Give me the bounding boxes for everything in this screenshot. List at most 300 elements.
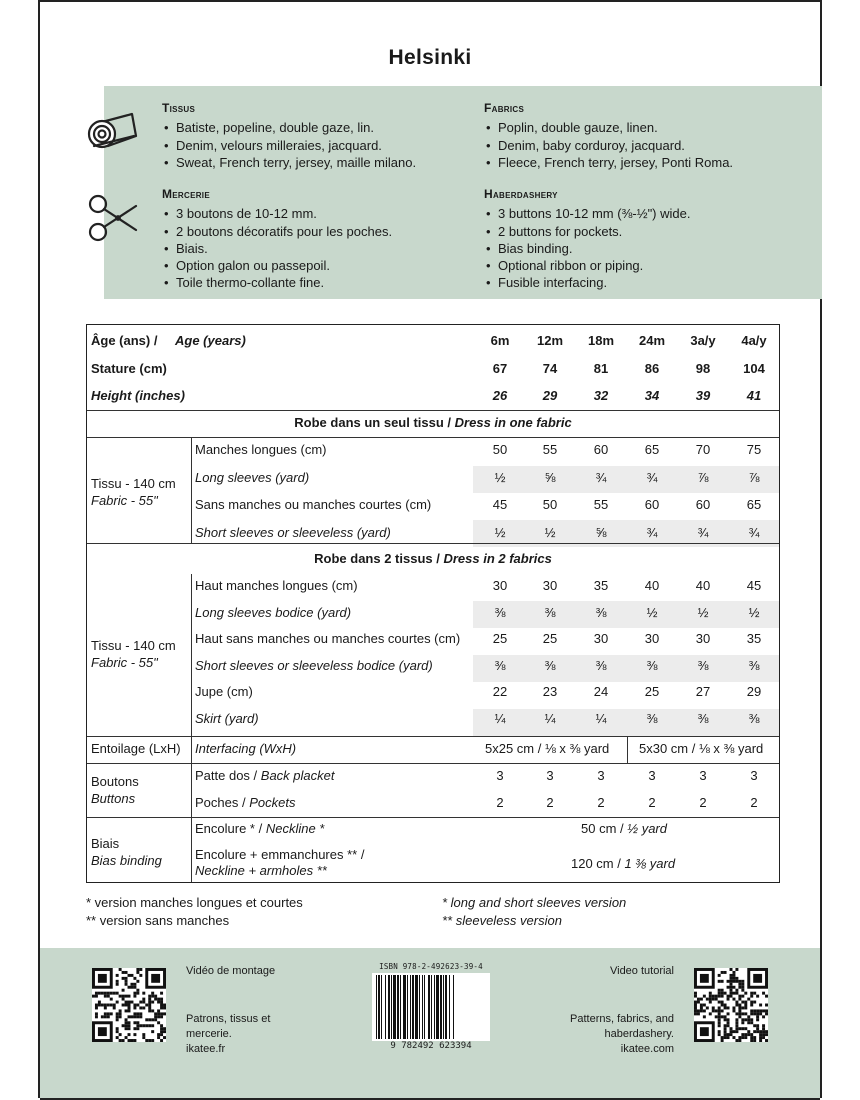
list-item: • 3 boutons de 10-12 mm.: [162, 205, 472, 222]
qr-module: [145, 1018, 148, 1021]
neck-arm-value-a: 120 cm /: [571, 856, 621, 871]
qr-module: [694, 1006, 697, 1009]
qr-module: [163, 1012, 166, 1015]
qr-module: [738, 1036, 741, 1039]
barcode-bar: [403, 975, 406, 1039]
row-value: ⅜: [544, 604, 556, 620]
qr-module: [157, 1021, 160, 1024]
row-value: ⅝: [544, 469, 556, 485]
divider: [191, 736, 192, 763]
qr-module: [738, 1009, 741, 1012]
qr-module: [724, 1024, 727, 1027]
qr-module: [101, 1015, 104, 1018]
qr-module: [738, 1012, 741, 1015]
qr-module: [151, 1024, 154, 1027]
row-label: Jupe (cm): [195, 684, 253, 699]
barcode-bar: [434, 975, 435, 1039]
row-value: ½: [544, 524, 556, 540]
qr-module: [157, 1036, 160, 1039]
qr-module: [738, 1039, 741, 1042]
qr-module: [101, 1004, 104, 1007]
qr-code-en[interactable]: [694, 968, 768, 1042]
height-value: 32: [593, 388, 609, 403]
divider: [627, 736, 628, 763]
qr-module: [139, 1006, 142, 1009]
qr-module: [160, 1039, 163, 1042]
row-value: 45: [746, 578, 762, 593]
list-item: • Bias binding.: [484, 240, 804, 257]
barcode-bar: [440, 975, 442, 1039]
qr-module: [136, 1015, 139, 1018]
qr-module: [756, 1018, 759, 1021]
qr-module: [128, 1039, 131, 1042]
qr-module: [750, 1033, 753, 1036]
qr-module: [116, 974, 119, 977]
qr-module: [741, 983, 744, 986]
qr-module: [139, 1012, 142, 1015]
qr-module: [145, 1039, 148, 1042]
qr-module: [145, 1004, 148, 1007]
qr-module: [741, 980, 744, 983]
qr-module: [730, 968, 733, 971]
qr-module: [730, 995, 733, 998]
back-placket-value: 3: [648, 768, 656, 783]
qr-module: [160, 1033, 163, 1036]
interfacing-value-b: 5x30 cm / ⅛ x ⅜ yard: [639, 741, 764, 756]
shop-en: [570, 1012, 674, 1057]
qr-module: [727, 980, 730, 983]
qr-module: [107, 995, 110, 998]
fabric-one-fr: Tissu - 140 cm: [91, 476, 176, 491]
site-fr-link[interactable]: ikatee.fr: [186, 1043, 226, 1055]
qr-module: [727, 995, 730, 998]
qr-module: [133, 1021, 136, 1024]
qr-module: [104, 1006, 107, 1009]
qr-module: [697, 998, 700, 1001]
qr-module: [116, 983, 119, 986]
barcode-bar: [428, 975, 430, 1039]
qr-module: [163, 1030, 166, 1033]
qr-module: [765, 1012, 768, 1015]
qr-module: [128, 1001, 131, 1004]
qr-module: [116, 1012, 119, 1015]
qr-module: [130, 986, 133, 989]
row-value: 50: [492, 442, 508, 457]
age-value: 3a/y: [690, 333, 716, 348]
divider: [191, 437, 192, 543]
qr-module: [697, 1012, 700, 1015]
qr-module: [139, 1015, 142, 1018]
qr-module: [706, 998, 709, 1001]
bias-fr: Biais: [91, 836, 120, 851]
qr-module: [694, 995, 697, 998]
qr-module: [142, 998, 145, 1001]
divider: [191, 817, 192, 882]
qr-module: [759, 1039, 762, 1042]
qr-module: [95, 1015, 98, 1018]
shop-en-line: haberdashery.: [604, 1028, 674, 1040]
qr-module: [727, 1021, 730, 1024]
qr-module: [148, 1009, 151, 1012]
qr-module: [133, 1033, 136, 1036]
qr-module: [762, 992, 765, 995]
list-item: • Denim, velours milleraies, jacquard.: [162, 137, 472, 154]
qr-module: [113, 992, 116, 995]
qr-module: [136, 971, 139, 974]
qr-module: [724, 992, 727, 995]
list-item: • Optional ribbon or piping.: [484, 257, 804, 274]
video-en: Video tutorial: [609, 965, 674, 977]
footnote: ** version sans manches: [86, 912, 230, 928]
height-value: 39: [695, 388, 711, 403]
section-two-heading: [87, 551, 779, 566]
barcode-bar: [449, 975, 450, 1039]
qr-module: [741, 1027, 744, 1030]
row-value: ⅞: [697, 469, 709, 485]
list-item: • Fleece, French terry, jersey, Ponti Roma.: [484, 154, 804, 171]
qr-module: [122, 977, 125, 980]
buttons-label: [91, 773, 139, 807]
bias-label: [91, 835, 162, 869]
qr-module: [116, 1036, 119, 1039]
shop-fr: [186, 1012, 270, 1057]
qr-module: [732, 1006, 735, 1009]
page-title: Helsinki: [388, 46, 472, 69]
fabric-one-en: Fabric - 55": [91, 493, 158, 508]
row-value: 30: [492, 578, 508, 593]
qr-module: [119, 1033, 122, 1036]
qr-module: [741, 995, 744, 998]
qr-module: [756, 1024, 759, 1027]
row-value: ¾: [748, 524, 760, 540]
qr-module: [136, 1027, 139, 1030]
qr-module: [735, 1039, 738, 1042]
row-label: Short sleeves or sleeveless bodice (yard): [195, 657, 433, 673]
qr-module: [727, 1033, 730, 1036]
qr-module: [747, 1021, 750, 1024]
qr-module: [104, 995, 107, 998]
qr-module: [721, 1039, 724, 1042]
row-value: ⅞: [748, 469, 760, 485]
qr-module: [750, 995, 753, 998]
qr-module: [735, 992, 738, 995]
qr-module: [142, 1036, 145, 1039]
qr-module: [759, 1030, 762, 1033]
qr-module: [718, 1001, 721, 1004]
list-item: • Fusible interfacing.: [484, 274, 804, 291]
qr-module: [724, 1033, 727, 1036]
qr-module: [128, 1033, 131, 1036]
qr-module: [753, 1012, 756, 1015]
qr-module: [92, 995, 95, 998]
qr-module: [718, 989, 721, 992]
qr-module: [741, 1018, 744, 1021]
qr-module: [160, 1027, 163, 1030]
qr-module: [104, 1012, 107, 1015]
row-label: Skirt (yard): [195, 710, 259, 726]
qr-module: [735, 1004, 738, 1007]
qr-module: [738, 1004, 741, 1007]
qr-module: [104, 992, 107, 995]
qr-module: [762, 1024, 765, 1027]
qr-module: [759, 1004, 762, 1007]
qr-module: [727, 1036, 730, 1039]
back-placket-value: 3: [496, 768, 504, 783]
stature-value: 67: [492, 361, 508, 376]
site-en-link[interactable]: ikatee.com: [620, 1043, 674, 1055]
qr-module: [95, 995, 98, 998]
fabrics-fr: [162, 100, 472, 171]
qr-module: [727, 986, 730, 989]
qr-module: [116, 1015, 119, 1018]
qr-module: [718, 1015, 721, 1018]
interfacing-fr: Entoilage (LxH): [91, 741, 181, 756]
qr-module: [756, 995, 759, 998]
qr-module: [732, 992, 735, 995]
qr-module: [697, 1001, 700, 1004]
row-value: ⅝: [595, 524, 607, 540]
buttons-en: Buttons: [91, 791, 136, 806]
qr-module: [163, 1006, 166, 1009]
qr-module: [732, 1036, 735, 1039]
qr-module: [730, 977, 733, 980]
pockets-value: 2: [546, 795, 554, 810]
qr-module: [119, 1009, 122, 1012]
qr-module: [741, 1001, 744, 1004]
qr-module: [139, 974, 142, 977]
pattern-sheet: [38, 0, 822, 1098]
qr-module: [116, 992, 119, 995]
qr-module: [139, 1024, 142, 1027]
qr-module: [125, 1018, 128, 1021]
qr-module: [119, 1015, 122, 1018]
qr-module: [732, 986, 735, 989]
qr-module: [727, 998, 730, 1001]
qr-module: [709, 992, 712, 995]
qr-module: [157, 1012, 160, 1015]
row-value: 45: [492, 497, 508, 512]
barcode-bar: [400, 975, 401, 1039]
qr-module: [160, 1001, 163, 1004]
qr-module: [128, 1021, 131, 1024]
qr-module: [142, 1006, 145, 1009]
pockets-value: 2: [750, 795, 758, 810]
neckline-value-a: 50 cm /: [581, 821, 624, 836]
neck-arm-value: [571, 856, 675, 871]
qr-module: [95, 1004, 98, 1007]
qr-module: [721, 995, 724, 998]
qr-module: [732, 1009, 735, 1012]
row-value: ⅜: [697, 657, 709, 673]
qr-module: [104, 1004, 107, 1007]
row-value: ¾: [646, 469, 658, 485]
back-placket-en: Back placket: [260, 768, 335, 783]
pockets-value: 2: [648, 795, 656, 810]
qr-module: [128, 1006, 131, 1009]
height-value: 29: [542, 388, 558, 403]
qr-module: [703, 1004, 706, 1007]
qr-module: [735, 1021, 738, 1024]
qr-module: [744, 1027, 747, 1030]
fabric-two-en: Fabric - 55": [91, 655, 158, 670]
qr-module: [718, 1024, 721, 1027]
qr-module: [697, 1009, 700, 1012]
row-value: ⅜: [595, 657, 607, 673]
qr-module: [738, 986, 741, 989]
qr-module: [703, 1015, 706, 1018]
qr-module: [163, 1027, 166, 1030]
qr-module: [715, 998, 718, 1001]
qr-module: [122, 1024, 125, 1027]
qr-module: [160, 1030, 163, 1033]
qr-module: [125, 1004, 128, 1007]
barcode-bar: [378, 975, 380, 1039]
row-value: ¾: [646, 524, 658, 540]
isbn-text: ISBN 978-2-492623-39-4: [379, 962, 483, 971]
row-label: Sans manches ou manches courtes (cm): [195, 497, 432, 512]
qr-module: [715, 1015, 718, 1018]
interfacing-value-a: 5x25 cm / ⅛ x ⅜ yard: [485, 741, 610, 756]
barcode-bar: [453, 975, 454, 1039]
qr-module: [110, 1012, 113, 1015]
list-item: • 3 buttons 10-12 mm (⅜-½") wide.: [484, 205, 804, 222]
neckline-fr: Encolure * /: [195, 821, 263, 836]
qr-module: [747, 1033, 750, 1036]
qr-module: [125, 983, 128, 986]
qr-module: [122, 1039, 125, 1042]
qr-module: [148, 998, 151, 1001]
row-value: ⅜: [646, 657, 658, 673]
barcode-bar: [391, 975, 392, 1039]
qr-module: [128, 1027, 131, 1030]
qr-module: [750, 1021, 753, 1024]
barcode-bar: [397, 975, 399, 1039]
row-value: ¾: [595, 469, 607, 485]
fabric-one-label: [91, 475, 176, 509]
list-item: • Poplin, double gauze, linen.: [484, 119, 804, 136]
qr-module: [160, 1006, 163, 1009]
fabric-two-label: [91, 637, 176, 671]
qr-module: [694, 1001, 697, 1004]
qr-module: [148, 1039, 151, 1042]
qr-module: [703, 995, 706, 998]
qr-module: [738, 980, 741, 983]
neck-arm-en: Neckline + armholes **: [195, 863, 327, 878]
qr-module: [130, 1001, 133, 1004]
qr-module: [110, 1004, 113, 1007]
back-placket-value: 3: [750, 768, 758, 783]
qr-module: [738, 1027, 741, 1030]
footnotes-fr: [86, 894, 303, 929]
barcode-bar: [422, 975, 423, 1039]
qr-module: [160, 992, 163, 995]
qr-module: [142, 1024, 145, 1027]
qr-module: [160, 1004, 163, 1007]
age-value: 12m: [536, 333, 564, 348]
qr-module: [732, 977, 735, 980]
qr-module: [125, 1024, 128, 1027]
qr-module: [747, 998, 750, 1001]
qr-module: [130, 1015, 133, 1018]
qr-module: [724, 1004, 727, 1007]
qr-module: [759, 1009, 762, 1012]
qr-module: [160, 1012, 163, 1015]
neckline-value: [581, 821, 667, 836]
qr-module: [694, 992, 697, 995]
row-value: 24: [593, 684, 609, 699]
qr-module: [753, 1039, 756, 1042]
row-value: 22: [492, 684, 508, 699]
qr-module: [730, 986, 733, 989]
qr-module: [128, 986, 131, 989]
qr-module: [125, 995, 128, 998]
qr-module: [753, 1030, 756, 1033]
barcode-bar: [376, 975, 377, 1039]
qr-module: [133, 1006, 136, 1009]
qr-module: [157, 1009, 160, 1012]
qr-module: [151, 1001, 154, 1004]
qr-module: [718, 1021, 721, 1024]
row-value: ⅜: [646, 710, 658, 726]
height-value: 34: [644, 388, 660, 403]
qr-module: [721, 992, 724, 995]
shop-en-line: Patterns, fabrics, and: [570, 1013, 674, 1025]
isbn-barcode: [372, 962, 490, 1056]
qr-code-fr[interactable]: [92, 968, 166, 1042]
qr-module: [756, 1015, 759, 1018]
qr-module: [735, 968, 738, 971]
list-item: • 2 boutons décoratifs pour les poches.: [162, 223, 472, 240]
qr-module: [101, 992, 104, 995]
qr-module: [718, 1033, 721, 1036]
qr-module: [148, 995, 151, 998]
qr-module: [744, 992, 747, 995]
row-value: 30: [542, 578, 558, 593]
qr-module: [694, 1004, 697, 1007]
qr-module: [753, 1036, 756, 1039]
qr-module: [744, 1018, 747, 1021]
qr-module: [750, 1012, 753, 1015]
qr-module: [163, 1004, 166, 1007]
qr-module: [750, 1018, 753, 1021]
qr-module: [116, 1018, 119, 1021]
qr-module: [130, 983, 133, 986]
qr-module: [98, 992, 101, 995]
qr-finder: [151, 974, 160, 983]
qr-module: [700, 1006, 703, 1009]
haberdashery-fr-heading: Mercerie: [162, 187, 210, 201]
barcode-bar: [385, 975, 386, 1039]
qr-module: [721, 1015, 724, 1018]
qr-finder: [753, 974, 762, 983]
qr-module: [735, 1027, 738, 1030]
qr-module: [98, 1004, 101, 1007]
divider: [191, 763, 192, 817]
qr-module: [700, 1004, 703, 1007]
qr-module: [142, 1033, 145, 1036]
qr-module: [765, 995, 768, 998]
qr-module: [762, 1027, 765, 1030]
qr-module: [744, 1012, 747, 1015]
qr-module: [762, 1030, 765, 1033]
qr-module: [730, 989, 733, 992]
interfacing-en: Interfacing (WxH): [195, 741, 297, 756]
qr-module: [125, 1027, 128, 1030]
qr-module: [727, 1006, 730, 1009]
info-footer: [40, 948, 820, 1100]
row-value: 75: [746, 442, 762, 457]
qr-module: [128, 1015, 131, 1018]
